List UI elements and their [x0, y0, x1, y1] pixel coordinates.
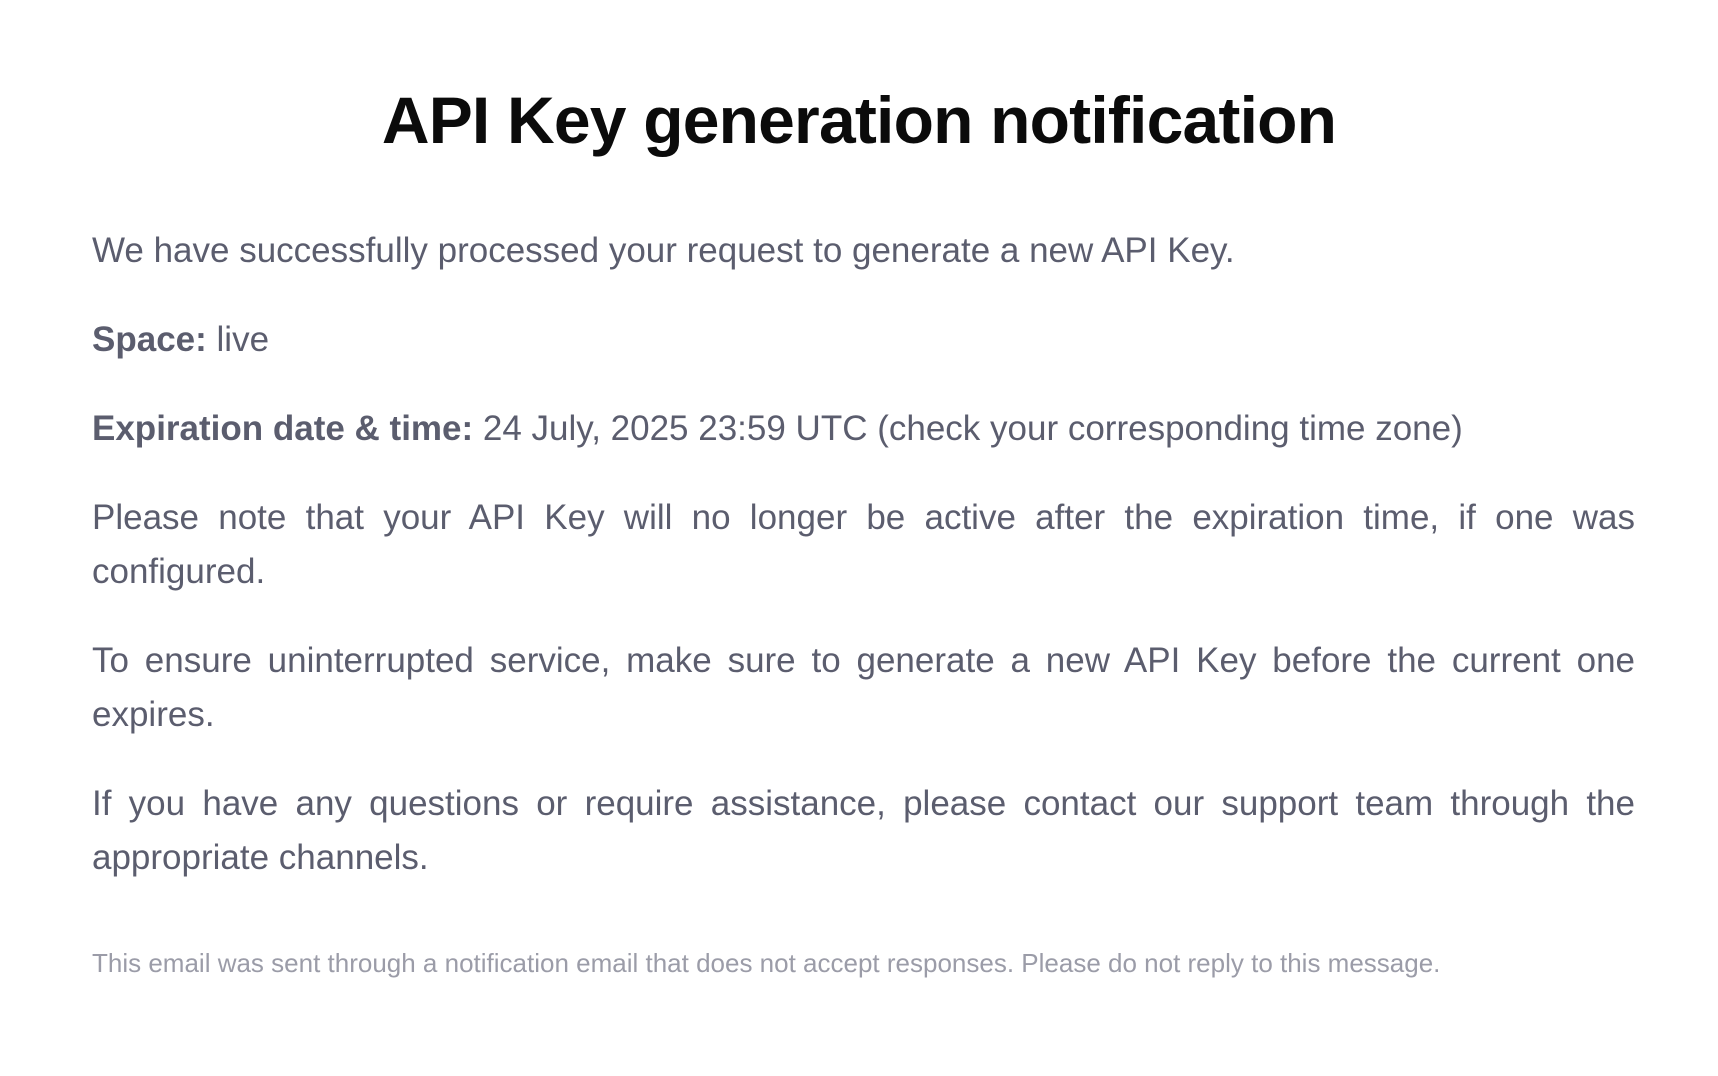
expiration-value: 24 July, 2025 23:59 UTC (check your corresponding time zone): [482, 409, 1463, 448]
space-label: Space:: [92, 320, 207, 359]
space-line: [92, 313, 1635, 367]
space-value: live: [216, 320, 270, 359]
no-reply-footer: This email was sent through a notification email that does not accept responses. Please do not reply to this message.: [92, 948, 1441, 978]
intro-paragraph: We have successfully processed your request to generate a new API Key.: [92, 231, 1235, 270]
expiration-label: Expiration date & time:: [92, 409, 474, 448]
expiration-note-paragraph: Please note that your API Key will no longer be active after the expiration time, if one was configured.: [92, 498, 1635, 591]
email-title: API Key generation notification: [381, 83, 1337, 157]
expiration-line: [92, 402, 1635, 456]
support-paragraph: If you have any questions or require assistance, please contact our support team through the appropriate channels.: [92, 784, 1635, 877]
ensure-service-paragraph: To ensure uninterrupted service, make sure to generate a new API Key before the current one expires.: [92, 641, 1635, 734]
